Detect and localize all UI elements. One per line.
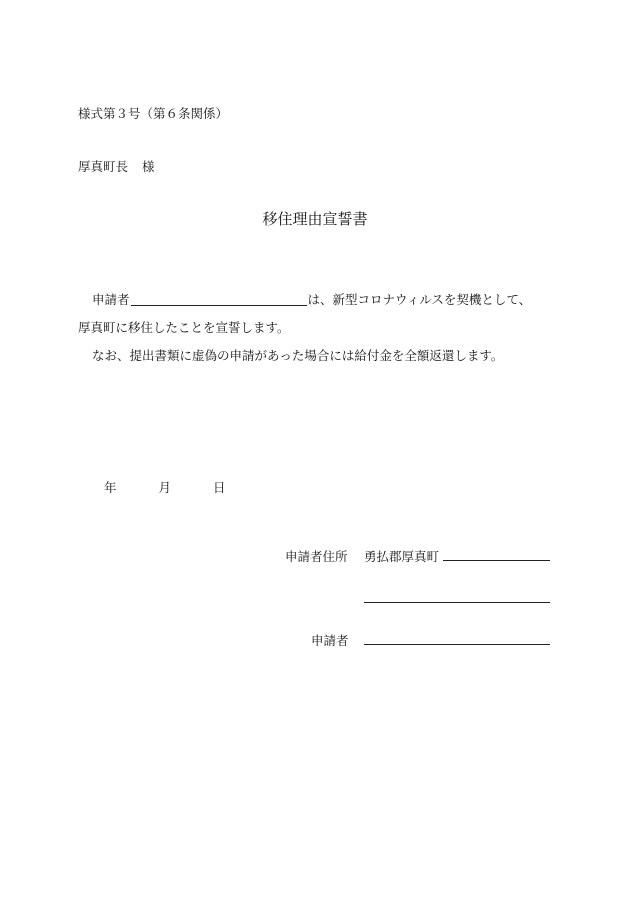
declaration-line-2: 厚真町に移住したことを宣誓します。 — [78, 320, 290, 335]
form-number: 様式第３号（第６条関係） — [78, 106, 229, 121]
date-month-label: 月 — [158, 480, 172, 495]
date-day-label: 日 — [213, 480, 226, 495]
addressee — [78, 157, 155, 175]
body-applicant-label: 申請者 — [92, 292, 130, 307]
addressee-title: 厚真町長 — [78, 159, 129, 174]
applicant-name-blank — [131, 291, 307, 306]
applicant-address-prefix: 勇払郡厚真町 — [364, 549, 440, 564]
refund-statement: なお、提出書類に虚偽の申請があった場合には給付金を全額返還します。 — [92, 348, 504, 363]
applicant-address-label: 申請者住所 — [285, 549, 348, 564]
applicant-signature-line — [364, 644, 550, 645]
date-year-label: 年 — [104, 480, 117, 495]
addressee-honorific: 様 — [142, 159, 155, 174]
declaration-line-1 — [92, 290, 531, 308]
date-row — [104, 478, 226, 496]
applicant-signature-label: 申請者 — [311, 633, 349, 648]
document-title: 移住理由宣誓書 — [262, 210, 368, 228]
address-blank-line-1 — [443, 560, 550, 561]
address-blank-line-2 — [364, 602, 550, 603]
declaration-line-1-rest: は、新型コロナウィルスを契機として、 — [307, 292, 532, 307]
